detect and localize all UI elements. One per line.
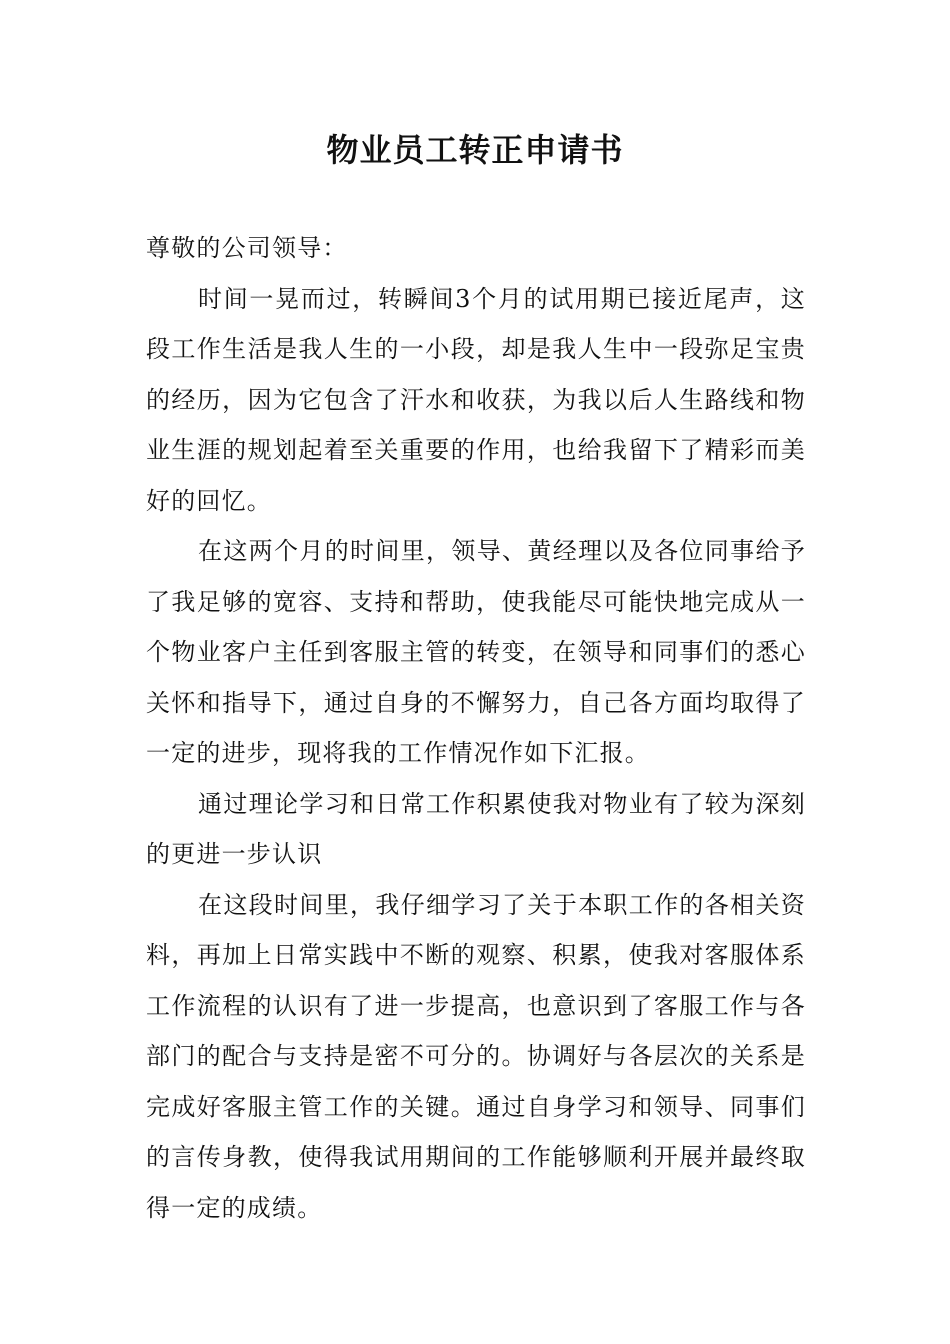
document-title: 物业员工转正申请书 — [326, 131, 624, 169]
section-heading: 通过理论学习和日常工作积累使我对物业有了较为深刻的更进一步认识 — [146, 789, 806, 868]
paragraph-2: 在这两个月的时间里，领导、黄经理以及各位同事给予了我足够的宽容、支持和帮助，使我能尽可能快地完成从一个物业客户主任到客服主管的转变，在领导和同事们的悉心关怀和指导下，通过自身的不懈努力，自己各方面均取得了一定的进步，现将我的工作情况作如下汇报。 — [146, 537, 806, 767]
document-body — [146, 223, 806, 1233]
paragraph-1: 时间一晃而过，转瞬间3个月的试用期已接近尾声，这段工作生活是我人生的一小段，却是我人生中一段弥足宝贵的经历，因为它包含了汗水和收获，为我以后人生路线和物业生涯的规划起着至关重要的作用，也给我留下了精彩而美好的回忆。 — [146, 284, 806, 515]
salutation: 尊敬的公司领导： — [146, 234, 348, 262]
paragraph-3: 在这段时间里，我仔细学习了关于本职工作的各相关资料，再加上日常实践中不断的观察、积累，使我对客服体系工作流程的认识有了进一步提高，也意识到了客服工作与各部门的配合与支持是密不可分的。协调好与各层次的关系是完成好客服主管工作的关键。通过自身学习和领导、同事们的言传身教，使得我试用期间的工作能够顺利开展并最终取得一定的成绩。 — [146, 890, 806, 1222]
